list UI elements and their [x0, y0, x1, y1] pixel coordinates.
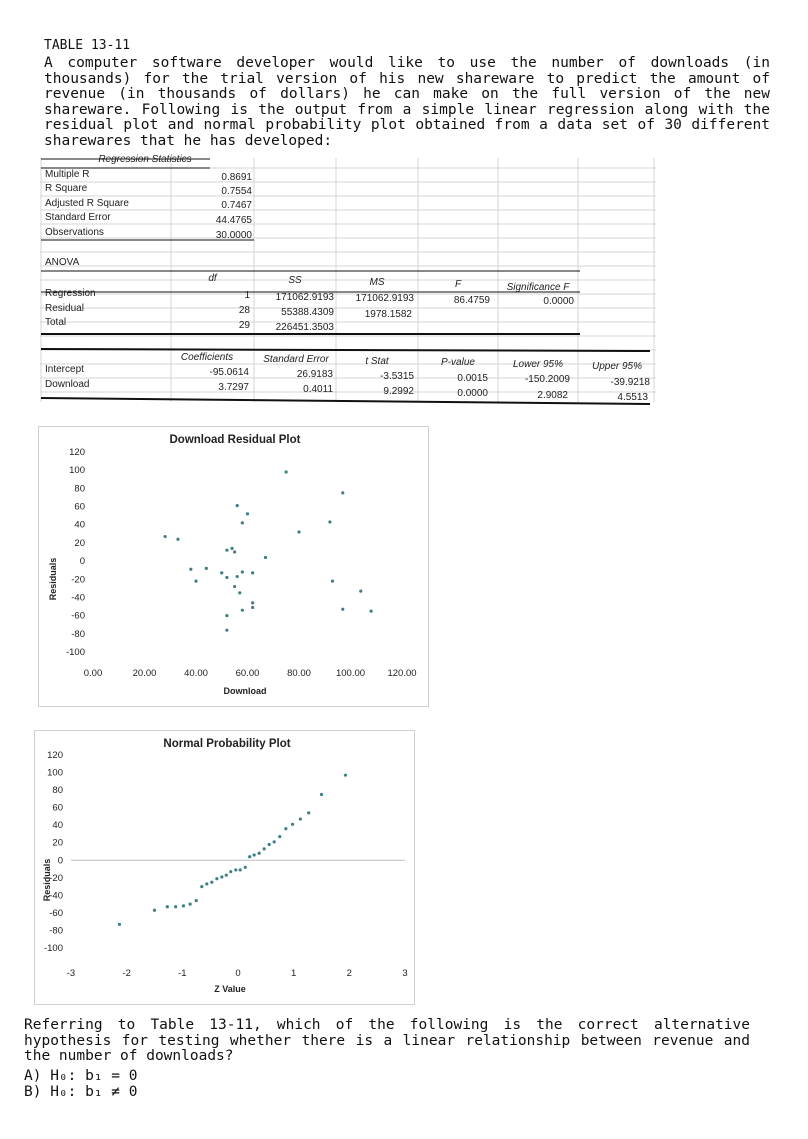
data-point — [341, 491, 344, 494]
y-tick-label: -40 — [49, 890, 63, 902]
stat-label: Observations — [45, 227, 104, 238]
data-point — [225, 576, 228, 579]
chart-title: Normal Probability Plot — [163, 738, 291, 750]
anova-header-ms: MS — [369, 277, 385, 288]
y-tick-label: 60 — [52, 802, 63, 814]
chart-title: Download Residual Plot — [169, 434, 301, 446]
stat-value: 0.7467 — [221, 200, 252, 211]
data-point — [210, 881, 213, 884]
data-point — [195, 899, 198, 902]
x-axis-label: Download — [223, 686, 267, 696]
data-point — [189, 568, 192, 571]
problem-intro: A computer software developer would like to use the number of downloads (in thousands) for the trial version of his new shareware to predict the amount of revenue (in thousands of dollars) he can make on the full version of the new shareware. Following is the output from a simple linear regression along with the residual plot and normal probability plot obtained from a data set of 30 different sharewares that he has developed: — [44, 55, 770, 149]
option-letter: B) — [24, 1084, 42, 1100]
x-tick-label: 60.00 — [235, 668, 260, 679]
y-tick-label: -100 — [43, 943, 63, 954]
anova-df: 29 — [238, 320, 250, 331]
anova-row-label: Total — [45, 317, 67, 328]
y-tick-label: 40 — [74, 519, 85, 531]
y-axis-label: Residuals — [48, 557, 58, 601]
anova-df: 1 — [244, 290, 250, 301]
coef-lower-95: -150.2009 — [524, 374, 570, 385]
data-point — [200, 885, 203, 888]
x-tick-label: 1 — [291, 968, 297, 979]
data-point — [278, 835, 281, 838]
x-tick-label: 100.00 — [335, 668, 366, 679]
coef-header-lower-95: Lower 95% — [512, 359, 564, 370]
data-point — [233, 550, 236, 553]
y-tick-label: 120 — [47, 750, 63, 761]
data-point — [244, 866, 247, 869]
stat-label: Standard Error — [45, 212, 111, 223]
data-point — [205, 882, 208, 885]
anova-header-f: F — [454, 279, 462, 290]
data-point — [328, 520, 331, 523]
coef-t-stat: 9.2992 — [383, 386, 414, 397]
data-point — [251, 606, 254, 609]
stat-value: 30.0000 — [215, 230, 252, 241]
stat-value: 0.7554 — [221, 186, 252, 197]
stat-value: 44.4765 — [215, 215, 252, 226]
x-tick-label: -1 — [178, 968, 187, 979]
coef-value: -95.0614 — [209, 367, 249, 378]
x-tick-label: -2 — [122, 968, 131, 979]
y-tick-label: -20 — [71, 574, 85, 586]
data-point — [344, 774, 347, 777]
data-point — [239, 868, 242, 871]
anova-ss: 55388.4309 — [281, 307, 334, 318]
data-point — [241, 570, 244, 573]
x-tick-label: 40.00 — [184, 668, 208, 679]
data-point — [220, 875, 223, 878]
data-point — [118, 923, 121, 926]
y-tick-label: -60 — [49, 907, 63, 919]
plot-frame — [39, 427, 429, 707]
y-tick-label: 80 — [52, 785, 63, 797]
x-tick-label: 2 — [346, 968, 352, 979]
data-point — [225, 629, 228, 632]
data-point — [153, 909, 156, 912]
data-point — [299, 817, 302, 820]
x-tick-label: 0 — [235, 968, 241, 979]
data-point — [307, 811, 310, 814]
question-text: Referring to Table 13-11, which of the following is the correct alternative hypothesis for testing whether there is a linear relationship between revenue and the number of downloads? — [24, 1017, 750, 1064]
coef-header-t-stat: t Stat — [365, 356, 389, 367]
data-point — [258, 852, 261, 855]
data-point — [264, 556, 267, 559]
data-point — [233, 585, 236, 588]
data-point — [248, 855, 251, 858]
coef-t-stat: -3.5315 — [380, 371, 414, 382]
data-point — [205, 567, 208, 570]
anova-row-label: Regression — [45, 288, 96, 299]
data-point — [166, 905, 169, 908]
option-text: H₀: b₁ = 0 — [50, 1068, 138, 1084]
data-point — [320, 793, 323, 796]
x-tick-label: 3 — [402, 968, 408, 979]
y-tick-label: 80 — [74, 483, 85, 495]
anova-ss: 226451.3503 — [275, 322, 334, 333]
y-tick-label: 100 — [47, 767, 63, 779]
data-point — [215, 877, 218, 880]
y-tick-label: 100 — [69, 465, 85, 477]
coef-lower-95: 2.9082 — [537, 390, 568, 401]
data-point — [341, 608, 344, 611]
y-tick-label: -20 — [49, 872, 63, 884]
anova-header-significance-f: Significance F — [506, 282, 570, 293]
coef-p-value: 0.0015 — [457, 373, 488, 384]
coef-header-p-value: P-value — [441, 357, 475, 368]
plot-frame — [35, 731, 415, 1005]
data-point — [291, 823, 294, 826]
data-point — [176, 538, 179, 541]
stat-label: Multiple R — [45, 169, 90, 180]
anova-df: 28 — [238, 305, 250, 316]
data-point — [241, 609, 244, 612]
anova-significance-f: 0.0000 — [543, 296, 574, 307]
y-axis-label: Residuals — [42, 858, 52, 902]
data-point — [236, 504, 239, 507]
coef-upper-95: 4.5513 — [617, 392, 648, 403]
data-point — [297, 530, 300, 533]
coef-upper-95: -39.9218 — [610, 377, 650, 388]
y-tick-label: 0 — [79, 556, 85, 568]
data-point — [370, 609, 373, 612]
y-tick-label: 20 — [74, 537, 85, 549]
coef-row-label: Intercept — [45, 364, 84, 375]
x-tick-label: 80.00 — [287, 668, 311, 679]
answer-option-b[interactable] — [24, 1084, 138, 1100]
data-point — [164, 535, 167, 538]
anova-header-ss: SS — [288, 275, 302, 286]
coef-header-upper-95: Upper 95% — [591, 361, 643, 372]
y-tick-label: -60 — [71, 610, 85, 622]
y-tick-label: 120 — [69, 447, 85, 458]
data-point — [241, 521, 244, 524]
y-tick-label: 0 — [57, 855, 63, 867]
data-point — [234, 868, 237, 871]
x-tick-label: -3 — [66, 968, 76, 979]
coef-standard-error: 0.4011 — [303, 384, 333, 395]
y-tick-label: -80 — [49, 925, 63, 937]
stat-value: 0.8691 — [221, 172, 252, 183]
data-point — [229, 870, 232, 873]
x-tick-label: 120.00 — [387, 668, 417, 679]
table-label: TABLE 13-11 — [44, 38, 131, 53]
anova-ms: 1978.1582 — [364, 309, 412, 320]
data-point — [359, 589, 362, 592]
data-point — [246, 512, 249, 515]
data-point — [263, 847, 266, 850]
y-tick-label: 40 — [52, 820, 63, 832]
normal-probability-plot — [34, 730, 416, 1006]
data-point — [225, 614, 228, 617]
data-point — [236, 575, 239, 578]
x-tick-label: 0.00 — [83, 668, 103, 679]
data-point — [268, 843, 271, 846]
anova-f: 86.4759 — [453, 295, 490, 306]
x-tick-label: 20.00 — [132, 668, 157, 679]
regression-output-table — [40, 154, 656, 410]
anova-ms: 171062.9193 — [355, 293, 414, 304]
data-point — [284, 827, 287, 830]
data-point — [251, 571, 254, 574]
y-tick-label: -100 — [65, 647, 85, 658]
anova-title: ANOVA — [45, 257, 80, 268]
data-point — [238, 591, 241, 594]
download-residual-plot — [38, 426, 430, 708]
data-point — [220, 571, 223, 574]
coef-header-coefficients: Coefficients — [180, 352, 234, 363]
data-point — [225, 874, 228, 877]
data-point — [230, 547, 233, 550]
data-point — [251, 601, 254, 604]
stat-label: R Square — [45, 183, 88, 194]
data-point — [253, 853, 256, 856]
x-axis-label: Z Value — [214, 984, 246, 994]
coef-row-label: Download — [45, 379, 90, 390]
coef-p-value: 0.0000 — [457, 388, 488, 399]
option-text: H₀: b₁ ≠ 0 — [50, 1084, 138, 1100]
data-point — [273, 840, 276, 843]
data-point — [182, 904, 185, 907]
stat-label: Adjusted R Square — [45, 198, 129, 209]
y-tick-label: -40 — [71, 592, 85, 604]
y-tick-label: -80 — [71, 628, 85, 640]
answer-option-a[interactable] — [24, 1068, 138, 1084]
data-point — [189, 903, 192, 906]
coef-header-standard-error: Standard Error — [263, 354, 329, 365]
data-point — [194, 579, 197, 582]
data-point — [331, 579, 334, 582]
regression-statistics-header: Regression Statistics — [98, 154, 192, 165]
y-tick-label: 20 — [52, 837, 63, 849]
data-point — [174, 905, 177, 908]
data-point — [285, 470, 288, 473]
coef-value: 3.7297 — [218, 382, 249, 393]
data-point — [225, 549, 228, 552]
anova-row-label: Residual — [45, 303, 84, 314]
coef-standard-error: 26.9183 — [296, 369, 333, 380]
anova-header-df: df — [208, 273, 217, 284]
y-tick-label: 60 — [74, 501, 85, 513]
option-letter: A) — [24, 1068, 42, 1084]
anova-ss: 171062.9193 — [275, 292, 334, 303]
